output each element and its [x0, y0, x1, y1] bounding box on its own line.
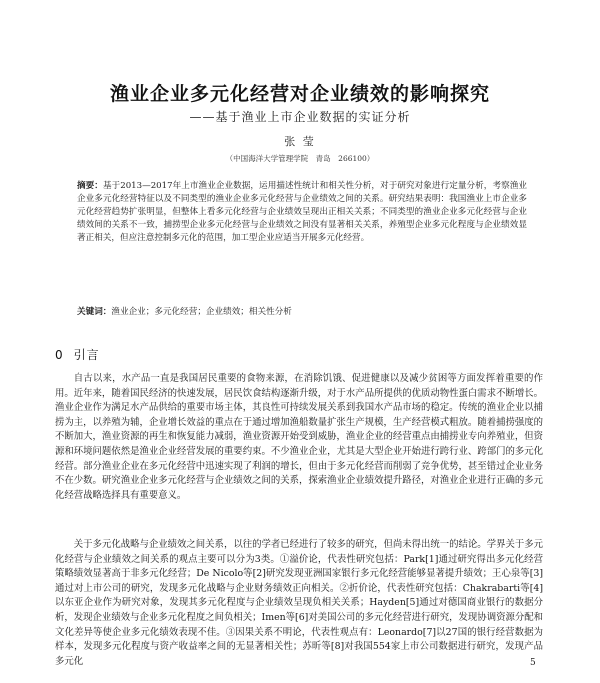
abstract-label: 摘要：: [77, 181, 103, 191]
paper-title: 渔业企业多元化经营对企业绩效的影响探究: [109, 83, 490, 105]
body-paragraph-2: [55, 538, 543, 669]
section-heading: [55, 346, 100, 363]
abstract-text: 基于2013—2017年上市渔业企业数据，运用描述性统计和相关性分析，对于研究对象进行定量分析，考察渔业企业多元化经营特征以及不同类型的渔业企业多元化经营与企业绩效之间的关系。研究结果表明：我国渔业上市企业多元化经营趋势扩张明显，但整体上看多元化经营与企业绩效呈现出正相关关系；不同类型的渔业企业多元化经营与企业绩效间的关系不一致，捕捞型企业多元化经营与企业绩效之间没有显著相关关系，养殖型企业多元化程度与企业绩效显著正相关，但应注意控制多元化的范围，加工型企业应适当开展多元化经营。: [77, 181, 527, 243]
keywords-text: 渔业企业；多元化经营；企业绩效；相关性分析: [111, 307, 292, 317]
keywords: [77, 306, 527, 319]
paper-author: 张 莹: [284, 135, 316, 148]
keywords-label: 关键词：: [77, 307, 112, 317]
paragraph-text: 自古以来，水产品一直是我国居民重要的食物来源，在消除饥饿、促进健康以及减少贫困等方面发挥着重要的作用。近年来，随着国民经济的快速发展，居民饮食结构逐渐升级，对于水产品所提供的优质动物性蛋白需求不断增长。渔业企业作为满足水产品供给的重要市场主体，其良性可持续发展关系到我国水产品市场的稳定。传统的渔业企业以捕捞为主，以养殖为辅，企业增长效益的重点在于通过增加渔船数量扩张生产规模，生产经营模式粗放。随着捕捞强度的不断加大，渔业资源的再生和恢复能力减弱，渔业资源开始受到威胁，渔业企业的经营重点由捕捞业专向养殖业，但资源和环境问题依然是渔业企业经营发展的重要约束。不少渔业企业，尤其是大型企业开始进行跨行业、跨部门的多元化经营。部分渔业企业在多元化经营中迅速实现了利润的增长，但由于多元化经营而削弱了竞争优势，甚至错过企业业务不在少数。研究渔业企业多元化经营与企业绩效之间的关系，探索渔业企业绩效提升路径，对渔业企业进行正确的多元化经营战略选择具有重要意义。: [55, 373, 543, 501]
body-paragraph-1: [55, 372, 543, 503]
author-affiliation: （中国海洋大学管理学院 青岛 266100）: [225, 154, 375, 163]
paper-subtitle: ——基于渔业上市企业数据的实证分析: [189, 110, 411, 124]
section-title: 引言: [73, 348, 100, 362]
abstract: [77, 180, 527, 245]
paragraph-text: 关于多元化战略与企业绩效之间关系，以往的学者已经进行了较多的研究，但尚未得出统一的结论。学界关于多元化经营与企业绩效之间关系的观点主要可以分为3类。①溢价论，代表性研究包括：Park[1]通过研究得出多元化经营策略绩效显著高于非多元化经营；De Nicolo等[2]研究发现亚洲国家银行多元化经营能够显著提升绩效；王心泉等[3]通过对上市公司的研究，发现多元化战略与企业财务绩效正向相关。②折价论，代表性研究包括：Chakrabarti等[4]以东亚企业作为研究对象，发现其多元化程度与企业绩效呈现负相关关系；Hayden[5]通过对德国商业银行的数据分析，发现企业绩效与企业多元化程度之间负相关；Imen等[6]对美国公司的多元化经营进行研究，发现协调资源分配和文化差异等使企业多元化绩效表现不佳。③因果关系不明论，代表性观点有：Leonardo[7]以27国的银行经营数据为样本，发现多元化程度与资产收益率之间的无显著相关性；苏昕等[8]对我国554家上市公司数据进行研究，发现产品多元化: [55, 539, 543, 667]
section-number: 0: [55, 348, 64, 362]
page-number: 5: [530, 658, 536, 668]
